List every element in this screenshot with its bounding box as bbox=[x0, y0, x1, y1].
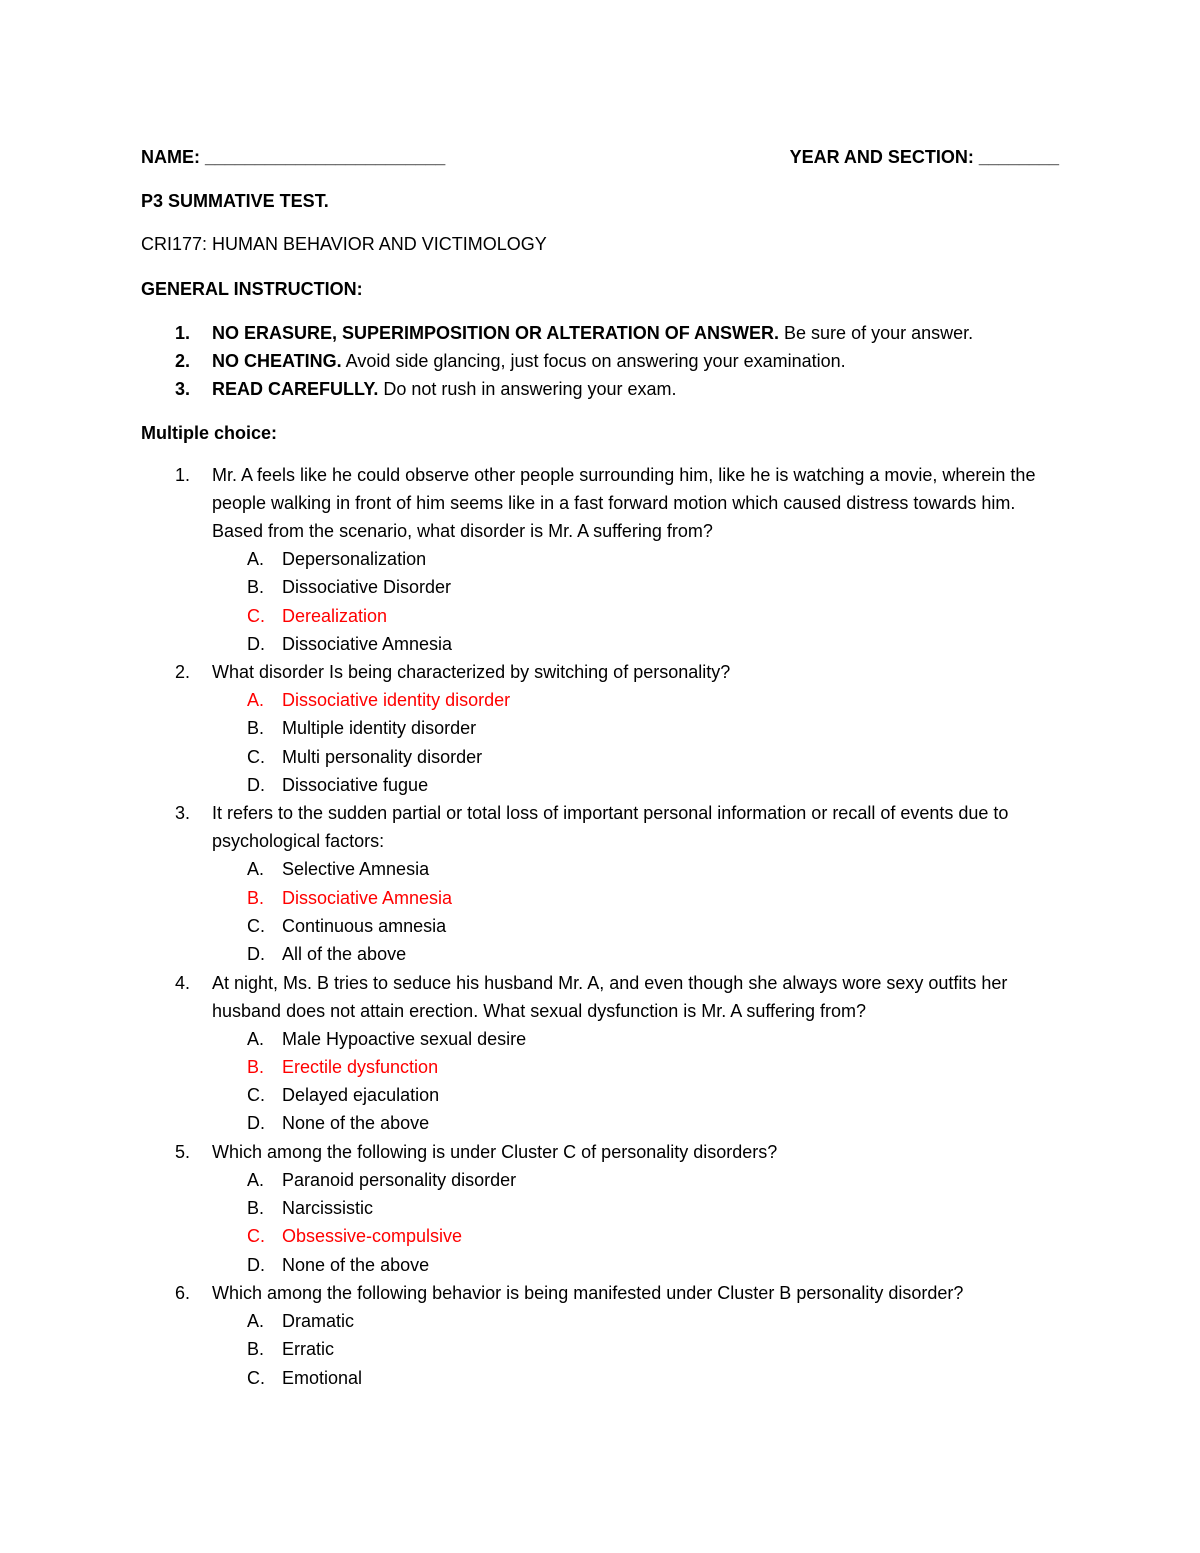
option-letter: A. bbox=[247, 1169, 265, 1190]
option-text: None of the above bbox=[282, 1254, 430, 1275]
question-text: Which among the following is under Cluster C of personality disorders? bbox=[212, 1141, 778, 1162]
option-letter: A. bbox=[247, 859, 265, 880]
answer-option-highlighted bbox=[141, 602, 1061, 630]
option-text: All of the above bbox=[282, 944, 407, 965]
question-number: 5. bbox=[175, 1141, 191, 1162]
answer-option bbox=[141, 1081, 1061, 1109]
year-section-field-label: YEAR AND SECTION: ________ bbox=[789, 147, 1059, 167]
answer-option-highlighted bbox=[141, 1053, 1061, 1081]
question-item bbox=[141, 461, 1061, 658]
general-instruction-heading: GENERAL INSTRUCTION: bbox=[141, 279, 363, 299]
question-item bbox=[141, 799, 1061, 968]
option-letter: B. bbox=[247, 1339, 265, 1360]
option-letter: B. bbox=[247, 1198, 265, 1219]
instruction-list bbox=[141, 319, 1061, 403]
answer-option bbox=[141, 1109, 1061, 1137]
option-letter: D. bbox=[247, 775, 265, 796]
answer-option bbox=[141, 1307, 1061, 1335]
option-letter: C. bbox=[247, 746, 265, 767]
option-text: Continuous amnesia bbox=[282, 915, 447, 936]
option-letter: D. bbox=[247, 633, 265, 654]
answer-option bbox=[141, 1364, 1061, 1392]
instruction-item: 2. NO CHEATING. Avoid side glancing, just focus on answering your examination. bbox=[175, 351, 846, 371]
option-letter: D. bbox=[247, 1254, 265, 1275]
answer-option bbox=[141, 630, 1061, 658]
option-text: Dissociative fugue bbox=[282, 775, 429, 796]
answer-option-highlighted bbox=[141, 686, 1061, 714]
test-title: P3 SUMMATIVE TEST. bbox=[141, 191, 329, 211]
option-text: Dramatic bbox=[282, 1310, 355, 1331]
question-text: What disorder Is being characterized by switching of personality? bbox=[212, 662, 731, 683]
question-text: It refers to the sudden partial or total loss of important personal information or recall of events due to psychological factors: bbox=[212, 803, 1009, 852]
option-letter: C. bbox=[247, 915, 265, 936]
option-text: Dissociative Amnesia bbox=[282, 887, 453, 908]
multiple-choice-heading: Multiple choice: bbox=[141, 423, 278, 443]
answer-option bbox=[141, 1166, 1061, 1194]
answer-option bbox=[141, 1251, 1061, 1279]
option-text: Male Hypoactive sexual desire bbox=[282, 1028, 527, 1049]
question-number: 4. bbox=[175, 972, 191, 993]
answer-option bbox=[141, 855, 1061, 883]
question-item bbox=[141, 1138, 1061, 1279]
option-letter: B. bbox=[247, 1056, 265, 1077]
answer-option bbox=[141, 771, 1061, 799]
answer-option bbox=[141, 545, 1061, 573]
option-text: Erratic bbox=[282, 1339, 335, 1360]
option-letter: A. bbox=[247, 690, 265, 711]
answer-option bbox=[141, 573, 1061, 601]
header-row bbox=[141, 143, 1059, 171]
question-text: Which among the following behavior is being manifested under Cluster B personality disorder? bbox=[212, 1282, 964, 1303]
answer-option-highlighted bbox=[141, 1222, 1061, 1250]
option-text: Multiple identity disorder bbox=[282, 718, 477, 739]
option-letter: A. bbox=[247, 1310, 265, 1331]
option-text: Narcissistic bbox=[282, 1198, 374, 1219]
option-text: Derealization bbox=[282, 605, 388, 626]
question-number: 1. bbox=[175, 465, 191, 485]
question-number: 6. bbox=[175, 1282, 191, 1303]
option-letter: C. bbox=[247, 1226, 265, 1247]
answer-option bbox=[141, 714, 1061, 742]
question-text: At night, Ms. B tries to seduce his husband Mr. A, and even though she always wore sexy outfits her husband does not attain erection. What sexual dysfunction is Mr. A suffering from? bbox=[212, 972, 1008, 1021]
option-text: Dissociative Amnesia bbox=[282, 633, 453, 654]
answer-option bbox=[141, 1194, 1061, 1222]
course-title: CRI177: HUMAN BEHAVIOR AND VICTIMOLOGY bbox=[141, 234, 547, 254]
option-letter: B. bbox=[247, 718, 265, 739]
option-letter: A. bbox=[247, 1028, 265, 1049]
option-text: Dissociative identity disorder bbox=[282, 690, 511, 711]
question-number: 2. bbox=[175, 662, 191, 683]
option-letter: C. bbox=[247, 1085, 265, 1106]
question-number: 3. bbox=[175, 803, 191, 824]
question-list bbox=[141, 461, 1061, 1392]
question-item bbox=[141, 658, 1061, 799]
option-text: Depersonalization bbox=[282, 549, 427, 569]
option-text: Paranoid personality disorder bbox=[282, 1169, 517, 1190]
option-text: Emotional bbox=[282, 1367, 363, 1388]
option-text: Erectile dysfunction bbox=[282, 1056, 439, 1077]
answer-option-highlighted bbox=[141, 884, 1061, 912]
answer-option bbox=[141, 912, 1061, 940]
option-text: None of the above bbox=[282, 1113, 430, 1134]
answer-option bbox=[141, 743, 1061, 771]
answer-option bbox=[141, 940, 1061, 968]
option-letter: B. bbox=[247, 887, 265, 908]
option-letter: C. bbox=[247, 605, 265, 626]
option-text: Selective Amnesia bbox=[282, 859, 430, 880]
option-letter: D. bbox=[247, 1113, 265, 1134]
option-text: Obsessive-compulsive bbox=[282, 1226, 463, 1247]
question-item bbox=[141, 969, 1061, 1138]
question-item bbox=[141, 1279, 1061, 1392]
option-text: Delayed ejaculation bbox=[282, 1085, 440, 1106]
question-text: Mr. A feels like he could observe other people surrounding him, like he is watching a movie, wherein the people walking in front of him seems like in a fast forward motion which caused distress towards him. Based from the scenario, what disorder is Mr. A suffering from? bbox=[212, 465, 1036, 541]
option-letter: C. bbox=[247, 1367, 265, 1388]
instruction-item: 1. NO ERASURE, SUPERIMPOSITION OR ALTERATION OF ANSWER. Be sure of your answer. bbox=[175, 323, 974, 343]
answer-option bbox=[141, 1025, 1061, 1053]
option-letter: B. bbox=[247, 577, 265, 598]
instruction-item: 3. READ CAREFULLY. Do not rush in answering your exam. bbox=[175, 379, 677, 399]
option-letter: A. bbox=[247, 549, 265, 569]
name-field-label: NAME: ________________________ bbox=[141, 147, 446, 167]
option-letter: D. bbox=[247, 944, 265, 965]
option-text: Multi personality disorder bbox=[282, 746, 483, 767]
answer-option bbox=[141, 1335, 1061, 1363]
option-text: Dissociative Disorder bbox=[282, 577, 452, 598]
